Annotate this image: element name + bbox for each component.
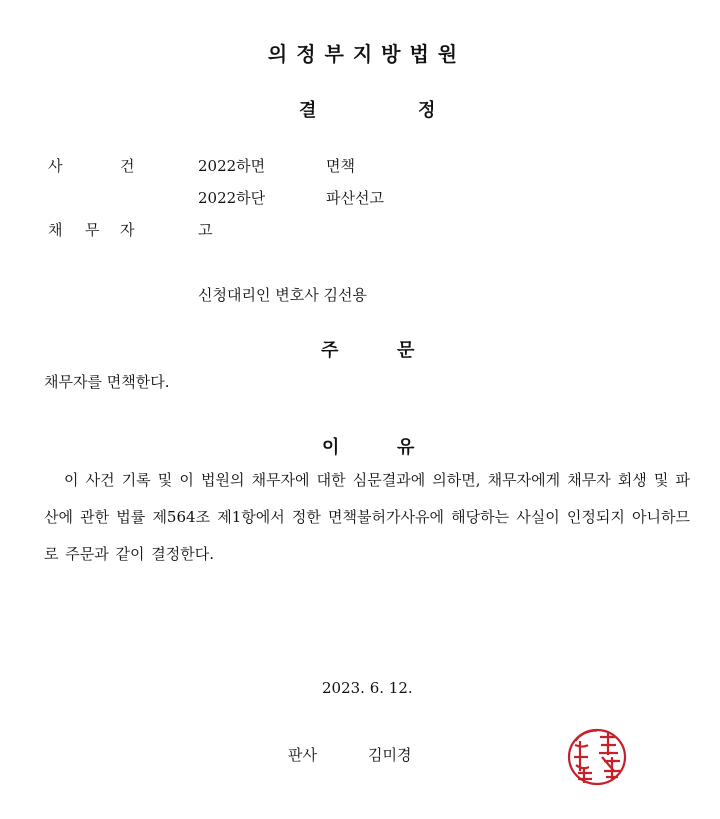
case-type-2: 파산선고: [326, 189, 384, 207]
reason-heading-first-char: 이: [322, 437, 340, 458]
case-number-1: 2022하면: [198, 157, 266, 175]
case-label-char-2: 건: [120, 157, 135, 175]
debtor-label-char-3: 자: [120, 221, 135, 239]
doc-type-first-char: 결: [299, 100, 317, 121]
decision-date: 2023. 6. 12.: [322, 679, 413, 697]
attorney: 신청대리인 변호사 김선용: [198, 286, 367, 304]
order-text: 채무자를 면책한다.: [44, 373, 170, 391]
reason-heading-second-char: 유: [397, 437, 415, 458]
court-name: 의정부지방법원: [267, 42, 467, 66]
debtor-label-char-1: 채: [48, 221, 63, 239]
order-heading-first-char: 주: [321, 340, 339, 361]
judge-title: 판사: [288, 746, 317, 764]
judge-name: 김미경: [368, 746, 412, 764]
seal-mark: [569, 730, 625, 784]
case-label-char-1: 사: [48, 157, 63, 175]
case-number-2: 2022하단: [198, 189, 266, 207]
reason-text: 이 사건 기록 및 이 법원의 채무자에 대한 심문결과에 의하면, 채무자에게 채무자 회생 및 파산에 관한 법률 제564조 제1항에서 정한 면책불허가사유에 해당하는 사실이 인정되지 아니하므로 주문과 같이 결정한다.: [44, 471, 690, 563]
debtor-label-char-2: 무: [85, 221, 100, 239]
judge-seal: [566, 727, 628, 787]
doc-type-second-char: 정: [418, 100, 436, 121]
debtor-name: 고: [198, 221, 213, 239]
case-type-1: 면책: [326, 157, 355, 175]
order-heading-second-char: 문: [397, 340, 415, 361]
